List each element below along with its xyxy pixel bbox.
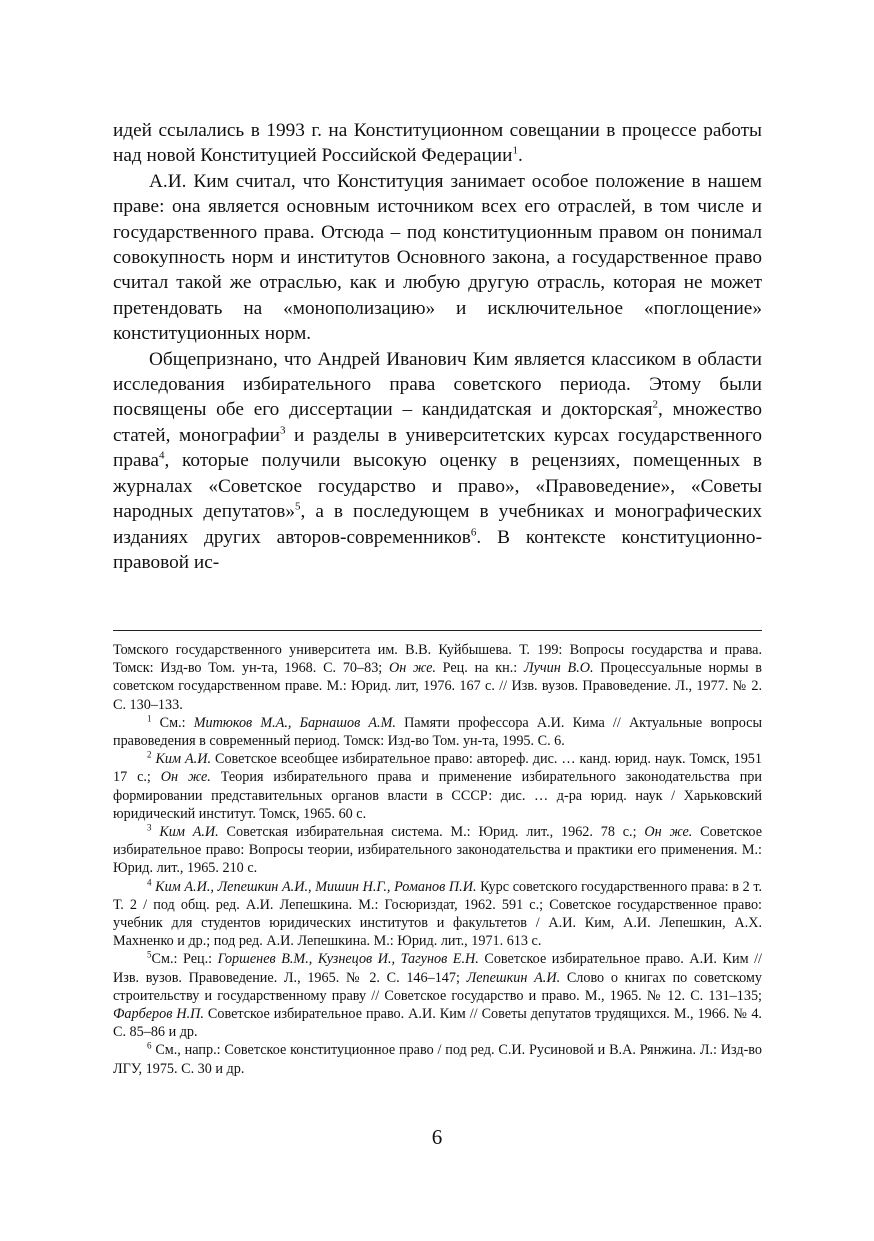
footnote-1-text-c: Памяти профессора А.И. Кима // Актуальные вопросы правоведения в современный период. Томск: Изд-во Том. ун-та, 1995. С. 6. [113,714,762,750]
paragraph-1-tail: . [517,145,523,167]
footnote-2-text-b: Советское всеобщее избирательное право: автореф. дис. … канд. юрид. наук. Томск, 1951 17 с.; [113,751,762,786]
paragraph-3-text-a: Общепризнано, что Андрей Иванович Ким является классиком в области исследования избирательного права советского периода. Этому были посвящены обе его диссертации – кандидатская и докторская [113,348,762,421]
paragraph-3-text-e: , а в последующем в учебниках и монографических изданиях других авторов-современников [113,501,762,548]
footnote-6-text-a: См., напр.: Советское конституционное право / под ред. С.И. Русиновой и В.А. Рянжина. Л.: Изд-во ЛГУ, 1975. С. 30 и др. [113,1042,762,1077]
footnote-4-number: 4 [147,876,152,887]
footnote-5 [113,950,762,1041]
footnote-2-number: 2 [147,749,152,760]
footnote-3-text-d: Советское избирательное право: Вопросы теории, избирательного законодательства и практики его применения. М.: Юрид. лит., 1965. 210 с. [113,824,762,877]
footnote-3-author-c: Он же. [644,824,693,841]
footnote-cont-author-b: Лучин В.О. [523,660,594,677]
footnote-2 [113,750,762,823]
footnote-5-author-d: Лепешкин А.И. [466,969,561,986]
paragraph-1 [113,118,762,169]
footnote-2-author-c: Он же. [160,769,211,786]
footnote-5-author-f: Фарберов Н.П. [113,1006,204,1023]
footnote-6 [113,1041,762,1077]
footnote-ref-4[interactable]: 4 [158,449,165,462]
main-text [113,118,762,575]
paragraph-2: А.И. Ким считал, что Конституция занимает особое положение в нашем праве: она является основным источником всех его отраслей, в том числе и государственного права. Отсюда – под конституционным правом он понимал совокупность норм и институтов Основного закона, а государственное право считал такой же отраслью, как и любую другую отрасль, которая не может претендовать на «монополизацию» и исключительное «поглощение» конституционных норм. [113,170,762,345]
footnote-1-authors: Митюков М.А., Барнашов А.М. [193,714,396,731]
footnote-5-text-c: Советское избирательное право. А.И. Ким // Изв. вузов. Правоведение. Л., 1965. № 2. С. 146–147; [113,951,762,986]
footnote-3 [113,823,762,878]
footnote-2-author-a: Ким А.И. [155,751,212,768]
footnote-5-number: 5 [147,949,152,960]
footnote-cont-text-a: Томского государственного университета им. В.В. Куйбышева. Т. 199: Вопросы государства и права. Томск: Изд-во Том. ун-та, 1968. С. 70–83; [113,642,762,677]
paragraph-3-text-b: , множество статей, монографии [113,399,762,446]
paragraph-1-text: идей ссылались в 1993 г. на Конституционном совещании в процессе работы над новой Конституцией Российской Федерации [113,120,762,167]
footnote-ref-3[interactable]: 3 [279,424,286,437]
paragraph-3 [113,347,762,576]
footnote-1 [113,714,762,750]
paragraph-3-text-f: . В контексте конституционно-правовой ис- [113,526,762,573]
paragraph-3-text-c: и разделы в университетских курсах государственного права [113,424,762,472]
footnote-6-number: 6 [147,1040,152,1051]
footnote-ref-5[interactable]: 5 [294,500,301,513]
footnote-4-authors: Ким А.И., Лепешкин А.И., Мишин Н.Г., Романов П.И. [155,878,477,895]
footnote-cont-text-e: Процессуальные нормы в советском государственном праве. М.: Юрид. лит, 1976. 167 с. // Изв. вузов. Правоведение. Л., 1977. № 2. С. 130–133. [113,660,762,713]
footnote-3-text-b: Советская избирательная система. М.: Юрид. лит., 1962. 78 с.; [218,824,645,841]
footnote-4-text-b: Курс советского государственного права: в 2 т. Т. 2 / под общ. ред. А.И. Лепешкина. М.: Госюриздат, 1962. 591 с.; Советское государственное право: учебник для студентов юридических институтов и факультетов / А.И. Ким, А.И. Лепешкин, А.Х. Махненко и др.; под ред. А.И. Лепешкина. М.: Юрид. лит., 1971. 613 с. [113,878,763,950]
footnote-3-number: 3 [147,822,152,833]
footnote-cont-author-a: Он же. [389,660,436,677]
footnote-ref-6[interactable]: 6 [470,526,477,539]
footnote-1-text-a: См.: [151,714,194,731]
footnote-2-text-d: Теория избирательного права и применение избирательного законодательства при формировании представительных органов власти в СССР: дис. … д-ра юрид. наук / Харьковский юридический институт. Томск, 1965. 60 с. [113,769,762,822]
footnote-cont-text-c: Рец. на кн.: [435,660,524,677]
footnotes [113,641,762,1078]
footnote-5-text-a: См.: Рец.: [151,951,218,968]
footnote-5-text-e: Слово о книгах по советскому строительству и государственному праву // Советское государство и право. М., 1965. № 12. С. 131–135; [113,969,763,1004]
footnote-1-number: 1 [147,713,152,724]
paragraph-3-text-d: , которые получили высокую оценку в рецензиях, помещенных в журналах «Советское государство и право», «Правоведение», «Советы народных депутатов» [113,450,762,523]
footnote-5-authors-b: Горшенев В.М., Кузнецов И., Тагунов Е.Н. [217,951,479,968]
footnote-continuation [113,641,762,714]
page-number: 6 [431,1125,443,1149]
footnote-4 [113,878,762,951]
footnote-ref-1[interactable]: 1 [512,144,518,157]
footnote-3-author-a: Ким А.И. [159,824,219,841]
footnote-5-text-g: Советское избирательное право. А.И. Ким // Советы депутатов трудящихся. М., 1966. № 4. С. 85–86 и др. [113,1006,762,1041]
footnote-ref-2[interactable]: 2 [652,399,659,412]
footnote-divider [113,630,762,631]
